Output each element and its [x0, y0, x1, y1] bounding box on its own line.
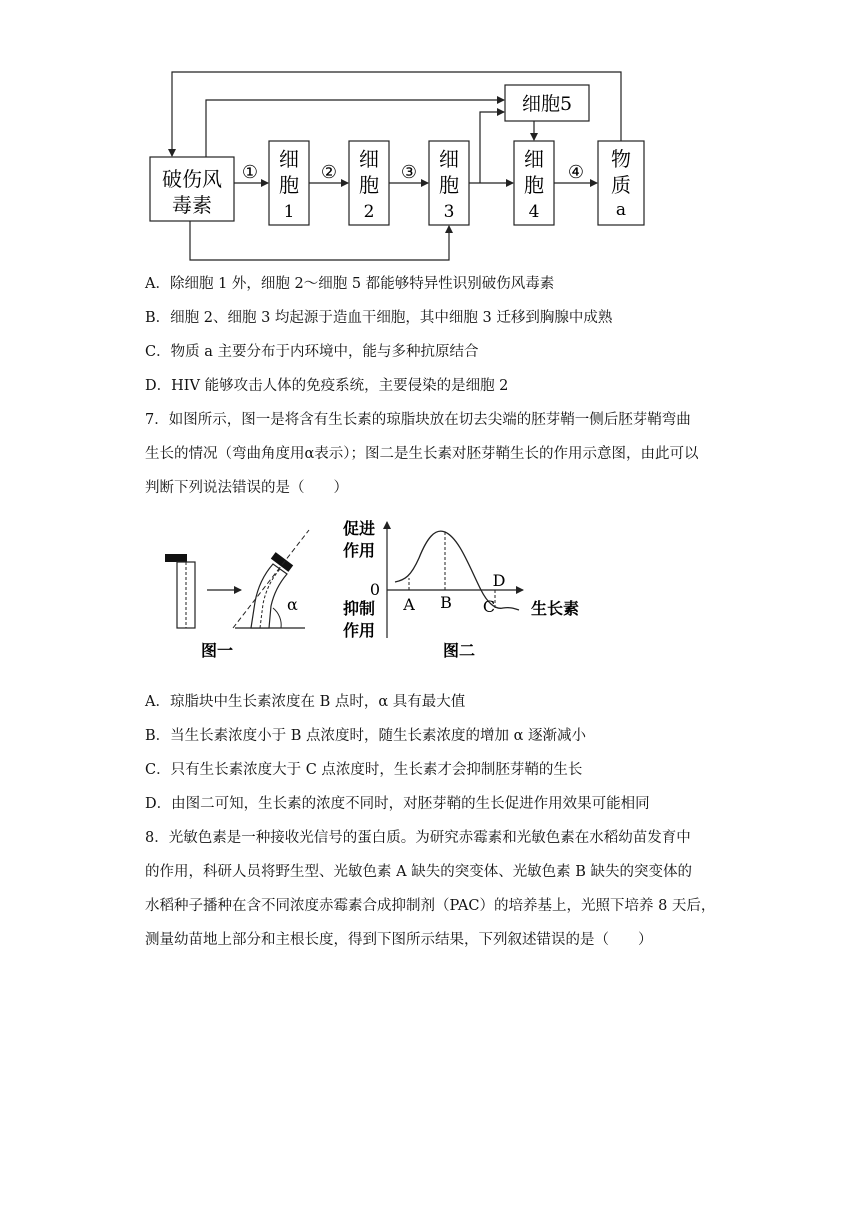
inhibit-label-2: 作用 [342, 621, 376, 640]
substance-label-3: a [615, 200, 627, 220]
cell4-label-3: 4 [528, 202, 540, 222]
coleoptile-bent [251, 564, 287, 628]
cell2-label-1: 细 [359, 147, 379, 171]
cell1-label-3: 1 [283, 202, 295, 222]
promote-label-2: 作用 [342, 541, 376, 560]
q8-stem-line3: 水稻种子播种在含不同浓度赤霉素合成抑制剂（PAC）的培养基上，光照下培养 8 天后， [145, 898, 716, 914]
step4-label: ④ [567, 162, 585, 183]
q6-option-b: B．细胞 2、细胞 3 均起源于造血干细胞，其中细胞 3 迁移到胸腺中成熟 [145, 310, 613, 326]
q7-option-c: C．只有生长素浓度大于 C 点浓度时，生长素才会抑制胚芽鞘的生长 [145, 762, 583, 778]
q7-option-d: D．由图二可知，生长素的浓度不同时，对胚芽鞘的生长促进作用效果可能相同 [145, 796, 650, 812]
q7-option-a: A．琼脂块中生长素浓度在 B 点时，α 具有最大值 [145, 694, 466, 710]
toxin-label-1: 破伤风 [162, 167, 222, 191]
origin-label: 0 [369, 580, 381, 599]
arrow-cell3-to-cell5 [480, 112, 504, 183]
cell5-label: 细胞5 [521, 93, 573, 115]
cell4-label-2: 胞 [524, 173, 544, 197]
q6-option-a: A．除细胞 1 外，细胞 2～细胞 5 都能够特异性识别破伤风毒素 [145, 276, 555, 292]
q8-stem-line1: 8．光敏色素是一种接收光信号的蛋白质。为研究赤霉素和光敏色素在水稻幼苗发育中 [145, 830, 691, 846]
cell1-label-1: 细 [279, 147, 299, 171]
cell3-label-1: 细 [439, 147, 459, 171]
point-c-label: C [482, 597, 496, 616]
substance-label-1: 物 [611, 147, 631, 171]
step2-label: ② [320, 162, 338, 183]
cell4-label-1: 细 [524, 147, 544, 171]
figure-two [335, 518, 595, 664]
figure-one-caption: 图一 [200, 641, 234, 660]
x-axis-label: 生长素 [530, 599, 580, 618]
q7-stem-line1: 7．如图所示，图一是将含有生长素的琼脂块放在切去尖端的胚芽鞘一侧后胚芽鞘弯曲 [145, 412, 691, 428]
q6-option-d: D．HIV 能够攻击人体的免疫系统，主要侵染的是细胞 2 [145, 378, 509, 394]
angle-arc [273, 608, 281, 628]
q8-stem-line2: 的作用，科研人员将野生型、光敏色素 A 缺失的突变体、光敏色素 B 缺失的突变体的 [145, 864, 693, 880]
q7-stem-line3: 判断下列说法错误的是（ ） [145, 480, 348, 496]
q7-stem-line2: 生长的情况（弯曲角度用α表示）；图二是生长素对胚芽鞘生长的作用示意图，由此可以 [145, 446, 699, 462]
immune-flow-diagram [140, 60, 660, 270]
cell2-label-2: 胞 [359, 173, 379, 197]
point-d-label: D [492, 571, 506, 590]
alpha-label: α [287, 595, 298, 614]
substance-label-2: 质 [611, 173, 631, 197]
arrow-toxin-to-cell3 [190, 221, 449, 260]
cell3-label-3: 3 [443, 202, 455, 222]
point-a-label: A [403, 595, 415, 614]
q6-option-c: C．物质 a 主要分布于内环境中，能与多种抗原结合 [145, 344, 479, 360]
q8-stem-line4: 测量幼苗地上部分和主根长度，得到下图所示结果，下列叙述错误的是（ ） [145, 932, 653, 948]
point-b-label: B [440, 593, 452, 612]
agar-block-left [165, 554, 187, 562]
toxin-label-2: 毒素 [172, 193, 212, 217]
inhibit-label-1: 抑制 [342, 599, 376, 618]
q7-option-b: B．当生长素浓度小于 B 点浓度时，随生长素浓度的增加 α 逐渐减小 [145, 728, 587, 744]
figure-two-caption: 图二 [442, 641, 476, 660]
promote-label-1: 促进 [342, 519, 376, 538]
cell2-label-3: 2 [363, 202, 375, 222]
figure-one [155, 522, 315, 662]
cell3-label-2: 胞 [439, 173, 459, 197]
cell1-label-2: 胞 [279, 173, 299, 197]
step1-label: ① [241, 162, 259, 183]
step3-label: ③ [400, 162, 418, 183]
